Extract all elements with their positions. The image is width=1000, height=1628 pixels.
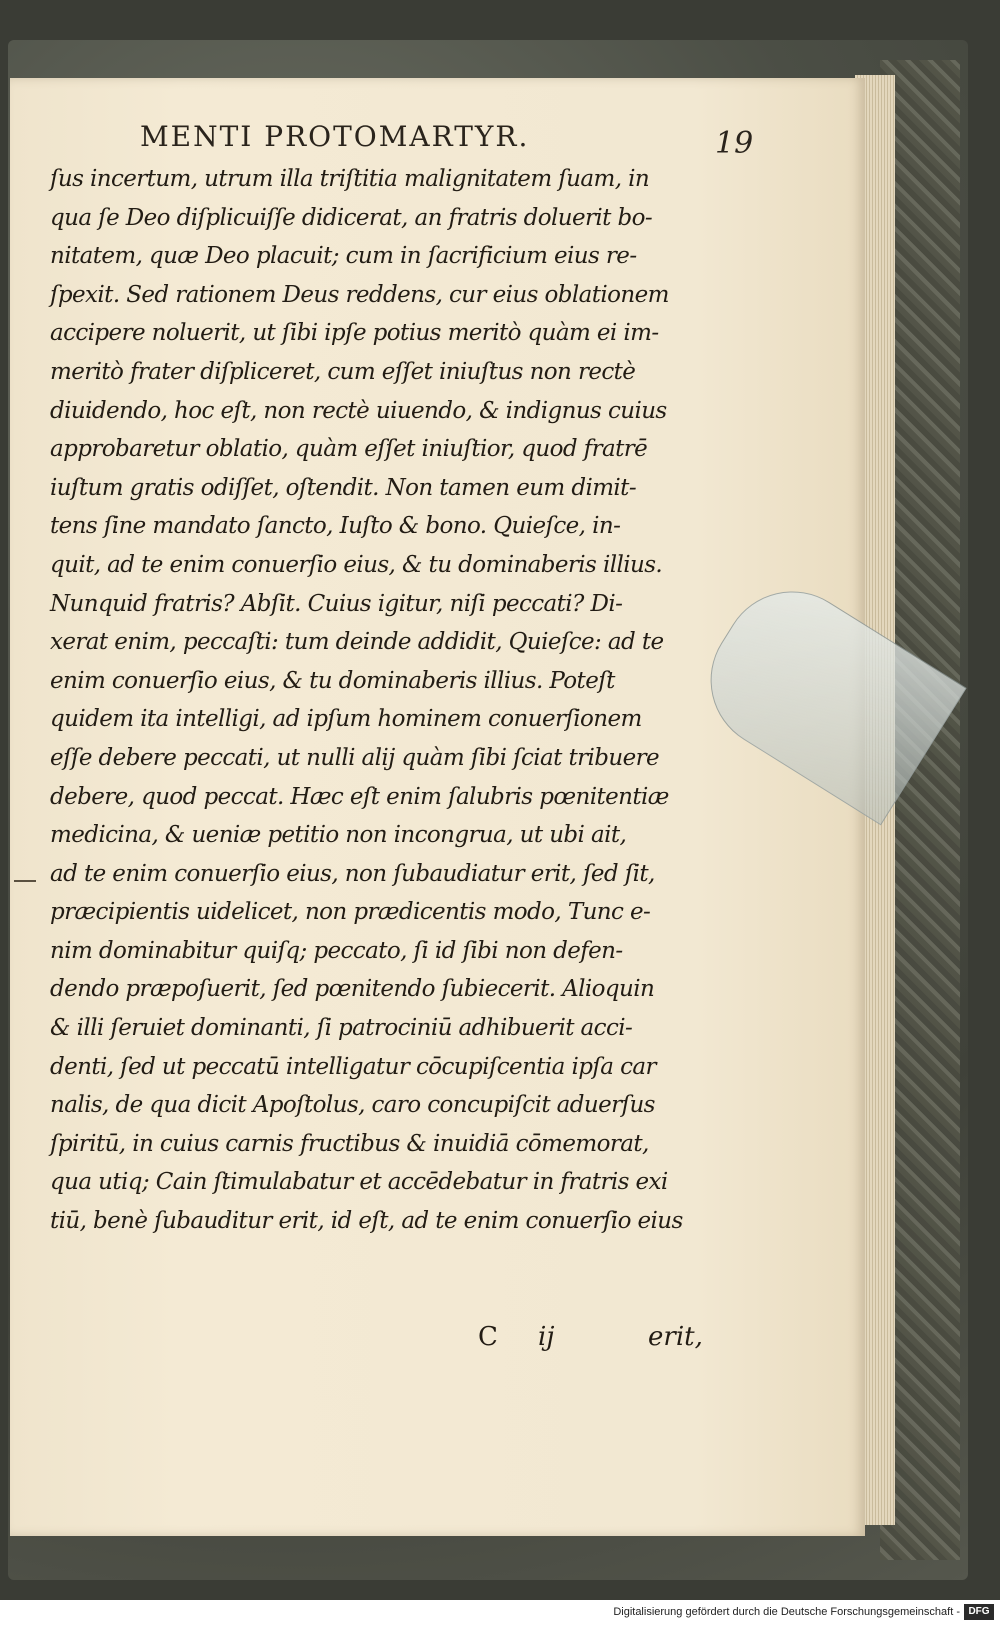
text-line: tens ſine mandato ſancto, Iuſto & bono. Quieſce, in-	[50, 513, 621, 540]
text-line: dendo præpoſuerit, ſed pœnitendo ſubiecerit. Alioquin	[50, 976, 655, 1003]
text-line: ſpexit. Sed rationem Deus reddens, cur eius oblationem	[50, 281, 669, 308]
text-line: tiū, benè ſubauditur erit, id eſt, ad te enim conuerſio eius	[50, 1208, 683, 1235]
text-line: meritò frater diſpliceret, cum eſſet iniuſtus non rectè	[50, 358, 636, 385]
page-number: 19	[715, 126, 754, 161]
text-line: ſus incertum, utrum illa triſtitia malignitatem ſuam, in	[50, 166, 650, 192]
catchword: erit,	[648, 1322, 703, 1352]
text-line: nitatem, quæ Deo placuit; cum in ſacrificium eius re-	[50, 243, 637, 270]
text-line: qua ſe Deo diſplicuiſſe didicerat, an fratris doluerit bo-	[50, 204, 653, 231]
text-line: & illi ſeruiet dominanti, ſi patrociniū adhibuerit acci-	[50, 1015, 633, 1042]
text-line: nim dominabitur quiſq; peccato, ſi id ſibi non defen-	[50, 937, 623, 964]
text-line: ſpiritū, in cuius carnis fructibus & inuidiā cōmemorat,	[50, 1130, 649, 1157]
text-line: quit, ad te enim conuerſio eius, & tu dominaberis illius.	[50, 551, 663, 578]
signature-letter: C	[478, 1322, 498, 1352]
text-line: accipere noluerit, ut ſibi ipſe potius meritò quàm ei im-	[50, 320, 659, 347]
text-line: medicina, & ueniæ petitio non incongrua, ut ubi ait,	[50, 822, 627, 849]
text-line: debere, quod peccat. Hæc eſt enim ſalubris pœnitentiæ	[50, 783, 669, 810]
signature-number: ij	[538, 1322, 555, 1352]
dfg-logo-icon: DFG	[964, 1604, 994, 1620]
running-head: MENTI PROTOMARTYR.	[140, 120, 530, 153]
margin-mark	[14, 880, 36, 882]
text-line: quidem ita intelligi, ad ipſum hominem conuerſionem	[50, 706, 642, 733]
text-line: ad te enim conuerſio eius, non ſubaudiatur erit, ſed ſit,	[50, 860, 655, 887]
text-line: diuidendo, hoc eſt, non rectè uiuendo, & indignus cuius	[50, 397, 667, 424]
text-line: xerat enim, peccaſti: tum deinde addidit, Quieſce: ad te	[50, 629, 664, 656]
text-line: præcipientis uidelicet, non prædicentis modo, Tunc e-	[50, 899, 651, 926]
text-line: Nunquid fratris? Abſit. Cuius igitur, niſi peccati? Di-	[50, 590, 623, 617]
text-line: qua utiq; Cain ſtimulabatur et accēdebatur in fratris exi	[50, 1169, 668, 1196]
text-line: enim conuerſio eius, & tu dominaberis illius. Poteſt	[50, 667, 615, 694]
text-line: nalis, de qua dicit Apoſtolus, caro concupiſcit aduerſus	[50, 1092, 655, 1119]
text-line: approbaretur oblatio, quàm eſſet iniuſtior, quod fratrē	[50, 436, 648, 463]
footer-credit: Digitalisierung gefördert durch die Deutsche Forschungsgemeinschaft -	[613, 1606, 960, 1618]
page-body-text	[50, 160, 740, 1241]
text-line: eſſe debere peccati, ut nulli alij quàm ſibi ſciat tribuere	[50, 744, 660, 771]
text-line: denti, ſed ut peccatū intelligatur cōcupiſcentia ipſa car	[50, 1053, 656, 1080]
text-line: iuſtum gratis odiſſet, oſtendit. Non tamen eum dimit-	[50, 474, 636, 501]
